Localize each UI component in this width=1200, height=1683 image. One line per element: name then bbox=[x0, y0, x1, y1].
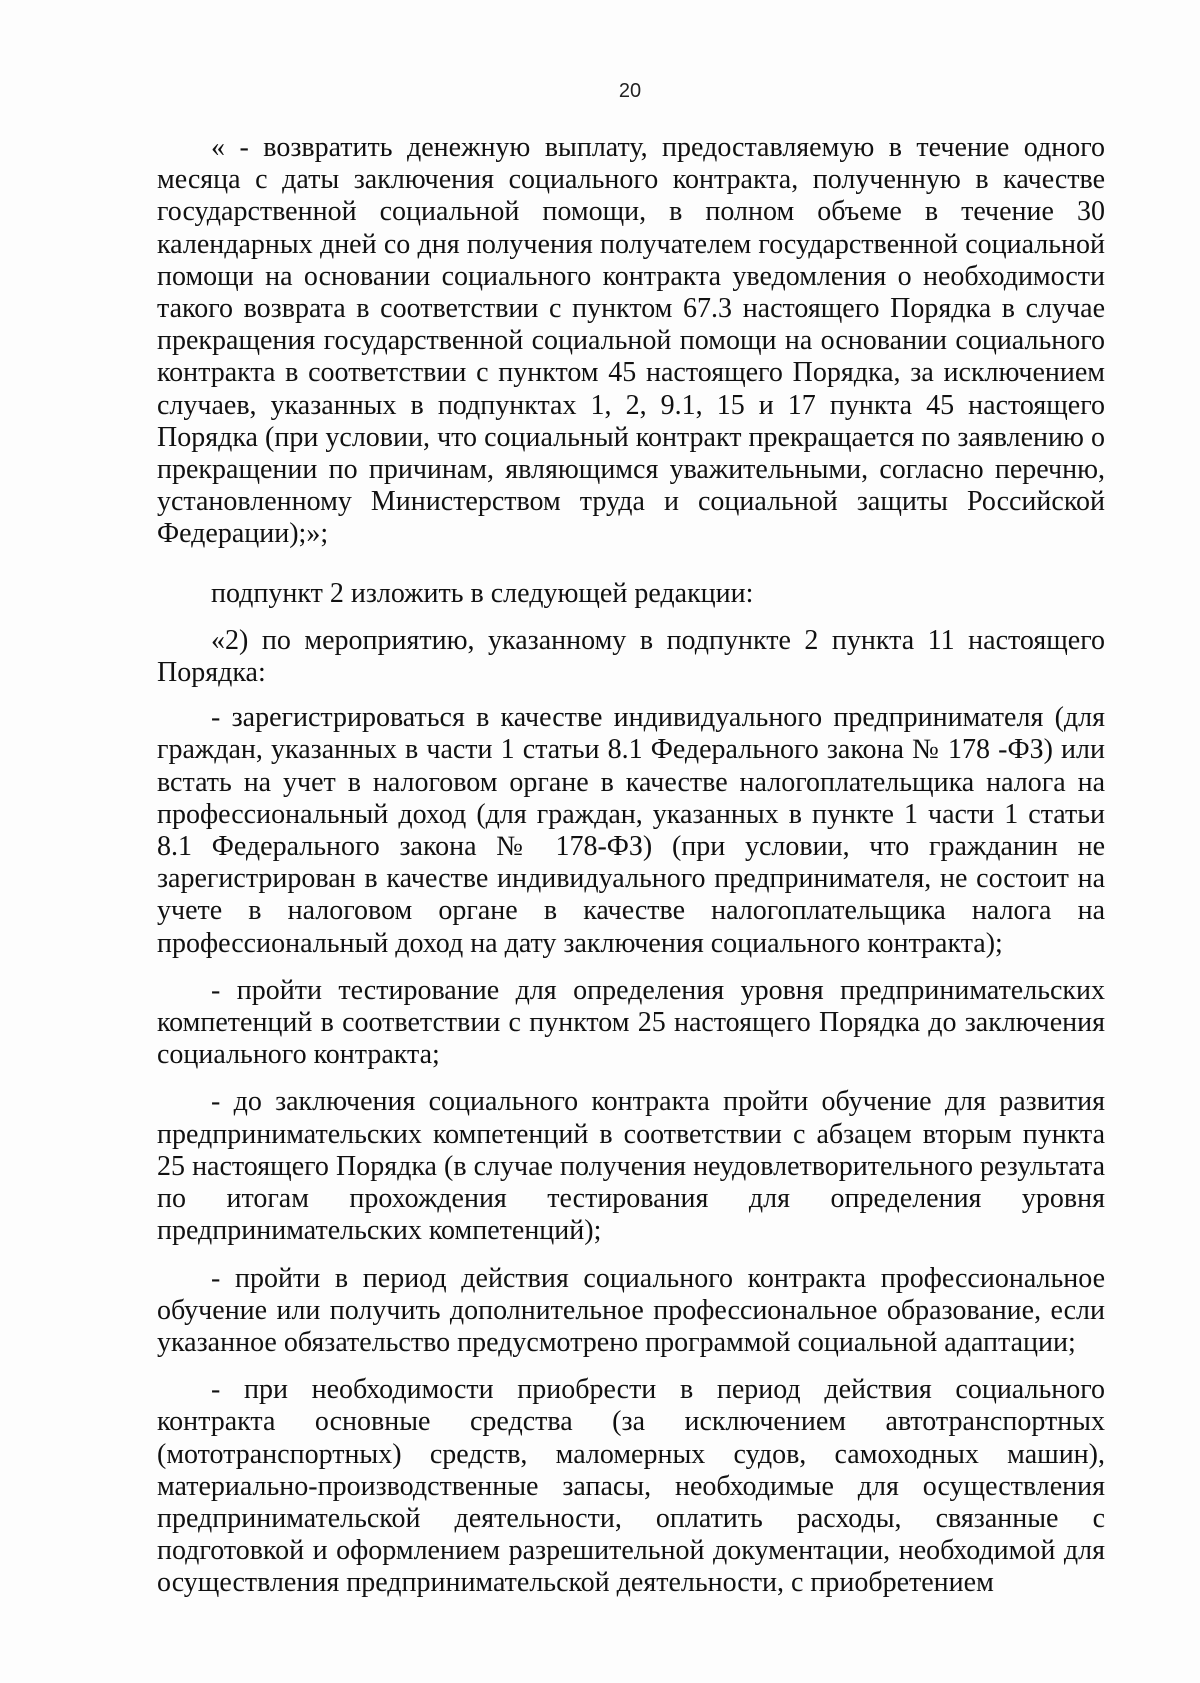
paragraph-purchase-assets: - при необходимости приобрести в период действия социального контракта основные средства (за исключением автотранспортных (мототранспортных) средств, маломерных судов, самоходных машин), материально-производственные запасы, необходимые для осуществления предпринимательской деятельности, оплатить расходы, связанные с подготовкой и оформлением разрешительной документации, необходимой для осуществления предпринимательской деятельности, с приобретением bbox=[157, 1374, 1105, 1599]
paragraph-testing: - пройти тестирование для определения уровня предпринимательских компетенций в соответствии с пунктом 25 настоящего Порядка до заключения социального контракта; bbox=[157, 974, 1105, 1071]
paragraph-training: - до заключения социального контракта пройти обучение для развития предпринимательских компетенций в соответствии с абзацем вторым пункта 25 настоящего Порядка (в случае получения неудовлетворительного результата по итогам прохождения тестирования для определения уровня предпринимательских компетенций); bbox=[157, 1086, 1105, 1247]
paragraph-refund-obligation: « - возвратить денежную выплату, предоставляемую в течение одного месяца с даты заключения социального контракта, полученную в качестве государственной социальной помощи, в полном объеме в течение 30 календарных дней со дня получения получателем государственной социальной помощи на основании социального контракта уведомления о необходимости такого возврата в соответствии с пунктом 67.3 настоящего Порядка в случае прекращения государственной социальной помощи на основании социального контракта в соответствии с пунктом 45 настоящего Порядка, за исключением случаев, указанных в подпунктах 1, 2, 9.1, 15 и 17 пункта 45 настоящего Порядка (при условии, что социальный контракт прекращается по заявлению о прекращении по причинам, являющимся уважительными, согласно перечню, установленному Министерством труда и социальной защиты Российской Федерации);»; bbox=[157, 132, 1105, 550]
paragraph-subclause-2-heading: «2) по мероприятию, указанному в подпункте 2 пункта 11 настоящего Порядка: bbox=[157, 624, 1105, 689]
paragraph-register-entrepreneur: - зарегистрироваться в качестве индивидуального предпринимателя (для граждан, указанных в части 1 статьи 8.1 Федерального закона № 178 -ФЗ) или встать на учет в налоговом органе в качестве налогоплательщика налога на профессиональный доход (для граждан, указанных в пункте 1 части 1 статьи 8.1 Федерального закона № 178-ФЗ) (при условии, что гражданин не зарегистрирован в качестве индивидуального предпринимателя, не состоит на учете в налоговом органе в качестве налогоплательщика налога на профессиональный доход на дату заключения социального контракта); bbox=[157, 702, 1105, 959]
document-body bbox=[157, 132, 1105, 1615]
paragraph-subclause-intro: подпункт 2 изложить в следующей редакции: bbox=[211, 577, 754, 609]
page-number: 20 bbox=[618, 80, 642, 102]
paragraph-professional-education: - пройти в период действия социального контракта профессиональное обучение или получить дополнительное профессиональное образование, если указанное обязательство предусмотрено программой социальной адаптации; bbox=[157, 1262, 1105, 1358]
